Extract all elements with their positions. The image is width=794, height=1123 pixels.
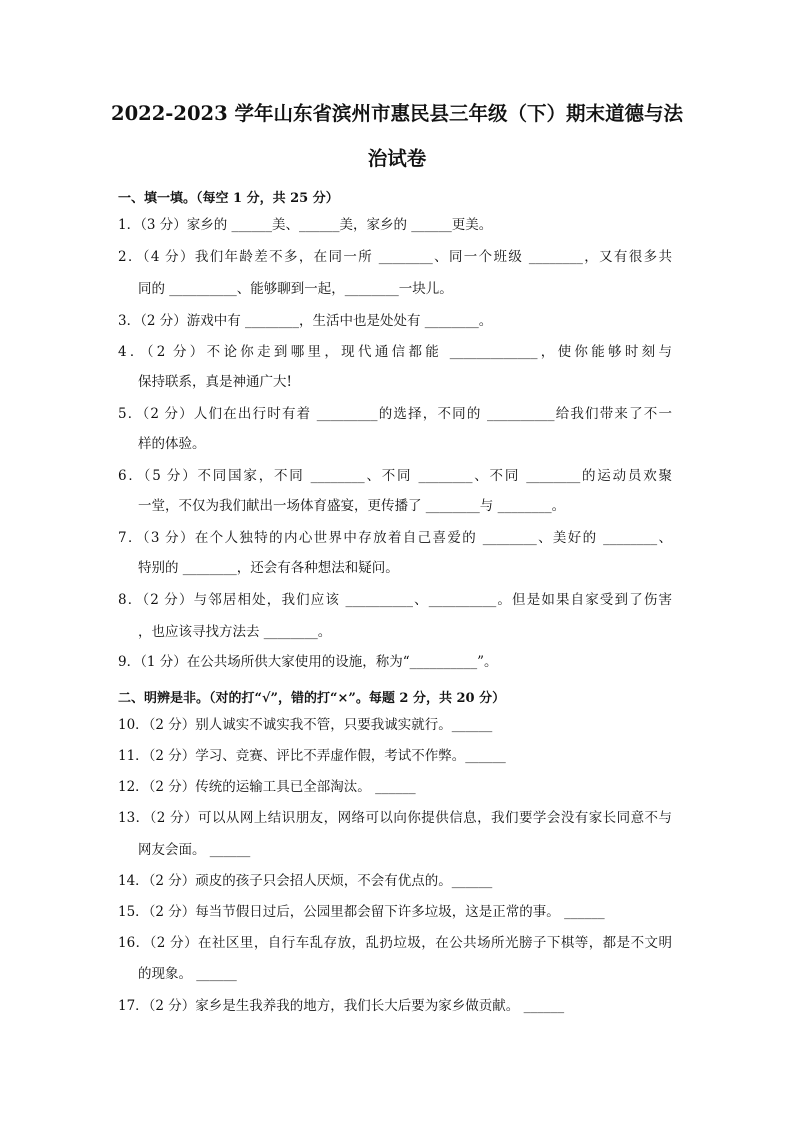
question-line: 14．（2 分）顽皮的孩子只会招人厌烦，不会有优点的。______ xyxy=(118,873,493,889)
question-line: 17．（2 分）家乡是生我养我的地方，我们长大后要为家乡做贡献。 ______ xyxy=(118,998,565,1014)
exam-title-line-2: 治试卷 xyxy=(367,147,427,170)
question-line-continued: 同的 __________、能够聊到一起，________一块儿。 xyxy=(138,281,453,297)
question-line: 1．（3 分）家乡的 ______美、______美，家乡的 ______更美。 xyxy=(118,217,493,233)
question-line-continued: 样的体验。 xyxy=(138,436,206,452)
question-line: 5．（2 分）人们在出行时有着 _________的选择，不同的 __________给我们带来了不一 xyxy=(118,406,672,422)
exam-title-line-1: 2022-2023 学年山东省滨州市惠民县三年级（下）期末道德与法 xyxy=(111,102,683,125)
question-line: 6．（5 分）不同国家，不同 ________、不同 ________、不同 ________的运动员欢聚 xyxy=(118,468,672,484)
question-line-continued: 特别的 ________，还会有各种想法和疑问。 xyxy=(138,560,399,576)
question-line: 3．（2 分）游戏中有 ________，生活中也是处处有 ________。 xyxy=(118,313,493,329)
question-line: 13．（2 分）可以从网上结识朋友，网络可以向你提供信息，我们要学会没有家长同意不与 xyxy=(118,810,672,826)
question-line-continued: 保持联系，真是神通广大! xyxy=(138,374,292,390)
question-line: 2．（4 分）我们年龄差不多，在同一所 ________、同一个班级 ________，又有很多共 xyxy=(118,249,672,265)
question-line: 15．（2 分）每当节假日过后，公园里都会留下许多垃圾，这是正常的事。 ______ xyxy=(118,904,605,920)
question-line-continued: ，也应该寻找方法去 ________。 xyxy=(138,624,332,640)
question-line: 4．（2 分）不论你走到哪里，现代通信都能 _____________，使你能够时刻与 xyxy=(118,344,672,360)
question-line: 10．（2 分）别人诚实不诚实我不管，只要我诚实就行。______ xyxy=(118,717,493,733)
question-line: 8．（2 分）与邻居相处，我们应该 __________、__________。但是如果自家受到了伤害 xyxy=(118,592,672,608)
question-line: 9．（1 分）在公共场所供大家使用的设施，称为“__________”。 xyxy=(118,654,498,670)
question-line: 7．（3 分）在个人独特的内心世界中存放着自己喜爱的 ________、美好的 ________、 xyxy=(118,530,672,546)
question-line: 16．（2 分）在社区里，自行车乱存放，乱扔垃圾，在公共场所光膀子下棋等，都是不文明 xyxy=(118,935,672,951)
question-line: 11．（2 分）学习、竞赛、评比不弄虚作假，考试不作弊。______ xyxy=(118,748,506,764)
question-line-continued: 的现象。 ______ xyxy=(138,966,237,982)
question-line: 12．（2 分）传统的运输工具已全部淘汰。 ______ xyxy=(118,779,416,795)
section-heading-fill-in: 一、填一填。（每空 1 分，共 25 分） xyxy=(118,191,339,206)
section-heading-true-false: 二、明辨是非。（对的打“√”，错的打“×”。每题 2 分，共 20 分） xyxy=(118,691,506,706)
question-line-continued: 网友会面。 ______ xyxy=(138,842,251,858)
question-line-continued: 一堂，不仅为我们献出一场体育盛宴，更传播了 ________与 ________。 xyxy=(138,498,566,514)
